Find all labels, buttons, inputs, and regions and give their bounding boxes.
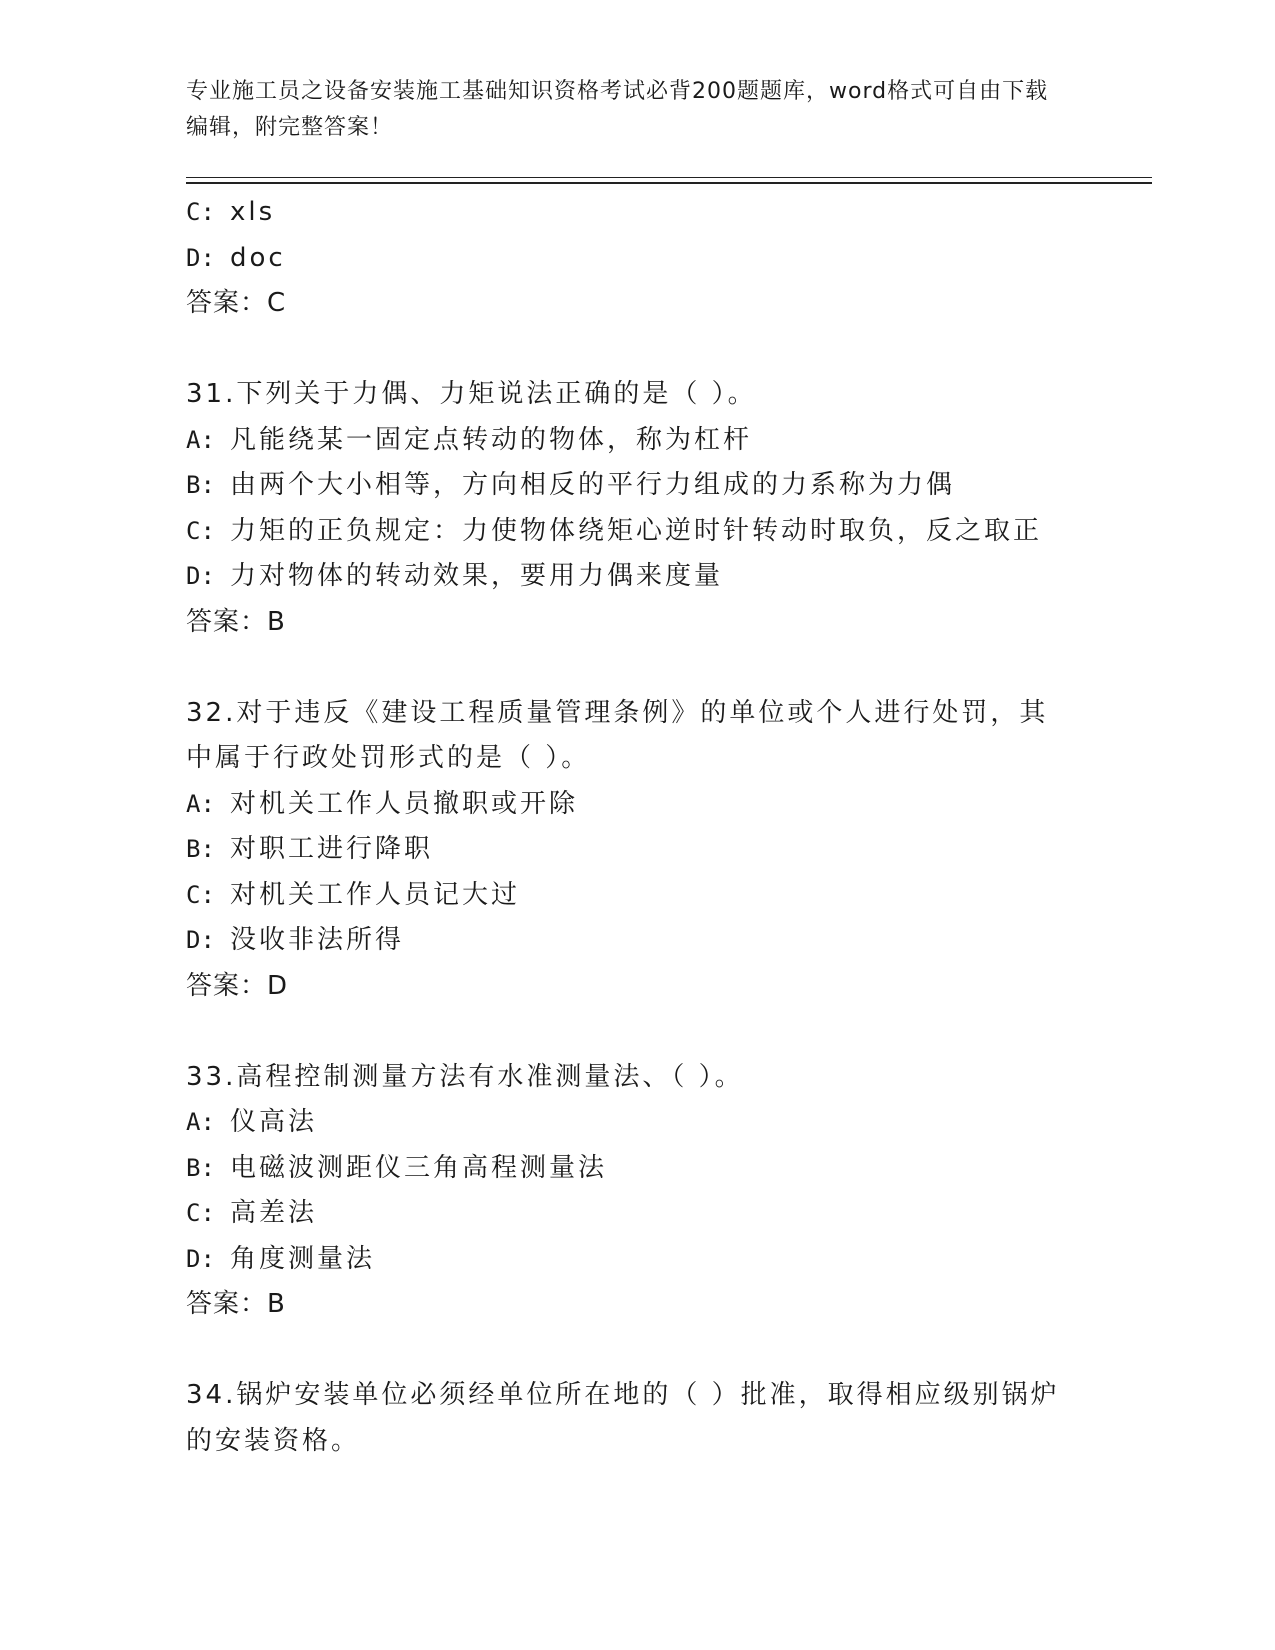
option-c xyxy=(186,873,1086,919)
option-c xyxy=(186,1191,1086,1237)
option-label: C: xyxy=(186,516,215,545)
option-label: D: xyxy=(186,926,215,954)
option-c xyxy=(186,509,1086,555)
option-text: 凡能绕某一固定点转动的物体，称为杠杆 xyxy=(230,424,753,455)
option-text: 电磁波测距仪三角高程测量法 xyxy=(230,1152,608,1183)
option-text: 对机关工作人员记大过 xyxy=(230,879,521,910)
question-stem: 32.对于违反《建设工程质量管理条例》的单位或个人进行处罚，其中属于行政处罚形式的是（ ）。 xyxy=(186,697,1049,773)
header-rule-thick xyxy=(186,182,1152,184)
option-text: doc xyxy=(230,242,286,273)
option-d xyxy=(186,554,1086,600)
option-d xyxy=(186,918,1086,964)
option-b xyxy=(186,827,1086,873)
option-a xyxy=(186,418,1086,464)
spacer xyxy=(186,327,1086,373)
spacer xyxy=(186,645,1086,691)
question-stem: 34.锅炉安装单位必须经单位所在地的（ ）批准，取得相应级别锅炉的安装资格。 xyxy=(186,1380,1060,1456)
option-text: 力矩的正负规定：力使物体绕矩心逆时针转动时取负，反之取正 xyxy=(230,515,1043,546)
option-text: 由两个大小相等，方向相反的平行力组成的力系称为力偶 xyxy=(230,470,956,500)
option-text: 力对物体的转动效果，要用力偶来度量 xyxy=(230,561,724,591)
option-text: xls xyxy=(230,197,276,227)
option-label: D: xyxy=(186,562,215,590)
option-label: A: xyxy=(186,789,215,818)
spacer xyxy=(186,1328,1086,1374)
option-label: B: xyxy=(186,835,215,863)
option-d xyxy=(186,236,1086,282)
option-label: C: xyxy=(186,880,215,909)
answer-line: 答案：B xyxy=(186,1289,286,1319)
option-text: 角度测量法 xyxy=(230,1243,376,1274)
option-label: A: xyxy=(186,425,215,454)
option-label: C: xyxy=(186,198,215,226)
option-label: B: xyxy=(186,471,215,499)
question-stem: 31.下列关于力偶、力矩说法正确的是（ ）。 xyxy=(186,379,757,409)
option-label: A: xyxy=(186,1108,215,1136)
option-text: 高差法 xyxy=(230,1198,318,1228)
option-text: 仪高法 xyxy=(230,1107,318,1137)
option-d xyxy=(186,1237,1086,1283)
option-label: B: xyxy=(186,1153,215,1182)
option-text: 对机关工作人员撤职或开除 xyxy=(230,788,579,819)
header-rule-thin xyxy=(186,177,1152,178)
option-label: D: xyxy=(186,243,215,272)
page-header: 专业施工员之设备安装施工基础知识资格考试必背200题题库，word格式可自由下载编辑，附完整答案！ xyxy=(186,79,1049,140)
option-b xyxy=(186,1146,1086,1192)
option-b xyxy=(186,463,1086,509)
option-c xyxy=(186,190,1086,236)
option-a xyxy=(186,1100,1086,1146)
option-label: D: xyxy=(186,1244,215,1273)
answer-line: 答案：D xyxy=(186,970,289,1001)
option-a xyxy=(186,782,1086,828)
answer-line: 答案：B xyxy=(186,606,286,637)
option-text: 对职工进行降职 xyxy=(230,834,434,864)
question-list xyxy=(186,190,1086,1464)
question-stem: 33.高程控制测量方法有水准测量法、（ ）。 xyxy=(186,1061,744,1092)
option-label: C: xyxy=(186,1199,215,1227)
option-text: 没收非法所得 xyxy=(230,925,405,955)
answer-line: 答案：C xyxy=(186,288,287,318)
spacer xyxy=(186,1009,1086,1055)
